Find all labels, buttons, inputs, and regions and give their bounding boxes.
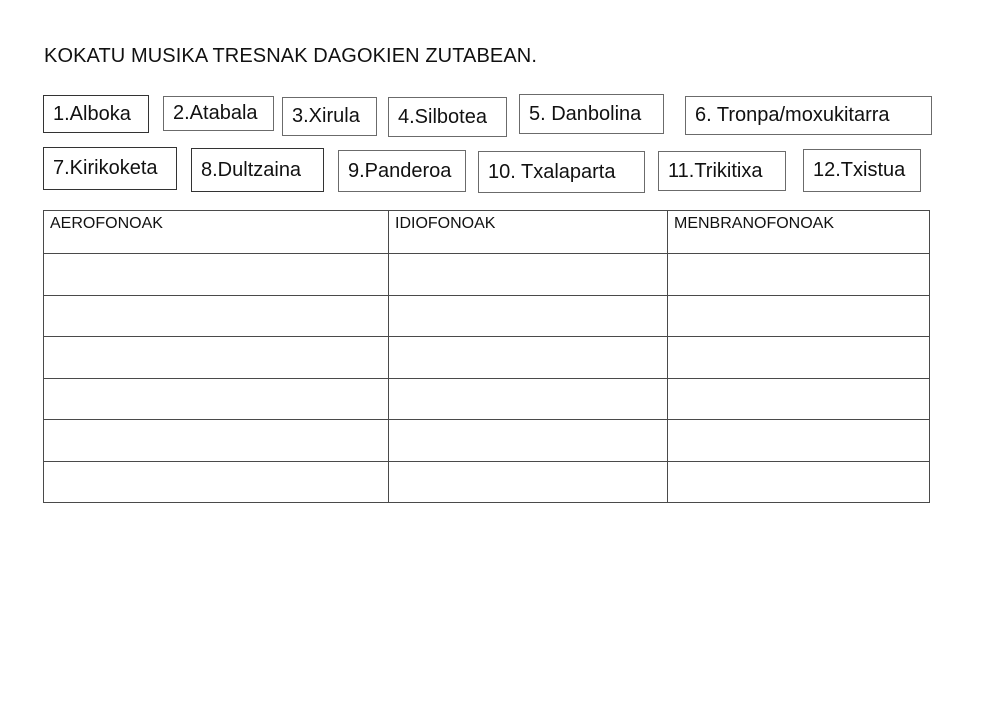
- instrument-chip-txalaparta[interactable]: 10. Txalaparta: [478, 151, 645, 193]
- instrument-chip-dultzaina[interactable]: 8.Dultzaina: [191, 148, 324, 192]
- instrument-chip-txistua[interactable]: 12.Txistua: [803, 149, 921, 192]
- drop-cell-menbranofonoak[interactable]: [668, 461, 930, 503]
- table-row: [44, 295, 930, 337]
- instrument-chip-silbotea[interactable]: 4.Silbotea: [388, 97, 507, 137]
- drop-cell-menbranofonoak[interactable]: [668, 254, 930, 296]
- drop-cell-aerofonoak[interactable]: [44, 378, 389, 420]
- drop-cell-aerofonoak[interactable]: [44, 254, 389, 296]
- drop-cell-aerofonoak[interactable]: [44, 337, 389, 379]
- table-row: [44, 420, 930, 462]
- table-header-row: [44, 211, 930, 254]
- drop-cell-idiofonoak[interactable]: [389, 461, 668, 503]
- drop-cell-aerofonoak[interactable]: [44, 420, 389, 462]
- drop-cell-menbranofonoak[interactable]: [668, 295, 930, 337]
- drop-cell-idiofonoak[interactable]: [389, 337, 668, 379]
- column-header-aerofonoak: AEROFONOAK: [44, 211, 389, 254]
- classification-table: [43, 210, 930, 503]
- page-title: KOKATU MUSIKA TRESNAK DAGOKIEN ZUTABEAN.: [44, 45, 537, 67]
- table-row: [44, 461, 930, 503]
- table-row: [44, 337, 930, 379]
- instrument-chip-tronpa[interactable]: 6. Tronpa/moxukitarra: [685, 96, 932, 135]
- drop-cell-aerofonoak[interactable]: [44, 295, 389, 337]
- instrument-chip-alboka[interactable]: 1.Alboka: [43, 95, 149, 133]
- drop-cell-menbranofonoak[interactable]: [668, 378, 930, 420]
- drop-cell-menbranofonoak[interactable]: [668, 337, 930, 379]
- column-header-menbranofonoak: MENBRANOFONOAK: [668, 211, 930, 254]
- drop-cell-aerofonoak[interactable]: [44, 461, 389, 503]
- drop-cell-idiofonoak[interactable]: [389, 420, 668, 462]
- instrument-chip-kirikoketa[interactable]: 7.Kirikoketa: [43, 147, 177, 190]
- column-header-idiofonoak: IDIOFONOAK: [389, 211, 668, 254]
- table-row: [44, 378, 930, 420]
- drop-cell-menbranofonoak[interactable]: [668, 420, 930, 462]
- instrument-chip-trikitixa[interactable]: 11.Trikitixa: [658, 151, 786, 191]
- instrument-chip-xirula[interactable]: 3.Xirula: [282, 97, 377, 136]
- table-row: [44, 254, 930, 296]
- instrument-chip-danbolina[interactable]: 5. Danbolina: [519, 94, 664, 134]
- instrument-chip-atabala[interactable]: 2.Atabala: [163, 96, 274, 131]
- drop-cell-idiofonoak[interactable]: [389, 254, 668, 296]
- drop-cell-idiofonoak[interactable]: [389, 295, 668, 337]
- instrument-chip-panderoa[interactable]: 9.Panderoa: [338, 150, 466, 192]
- drop-cell-idiofonoak[interactable]: [389, 378, 668, 420]
